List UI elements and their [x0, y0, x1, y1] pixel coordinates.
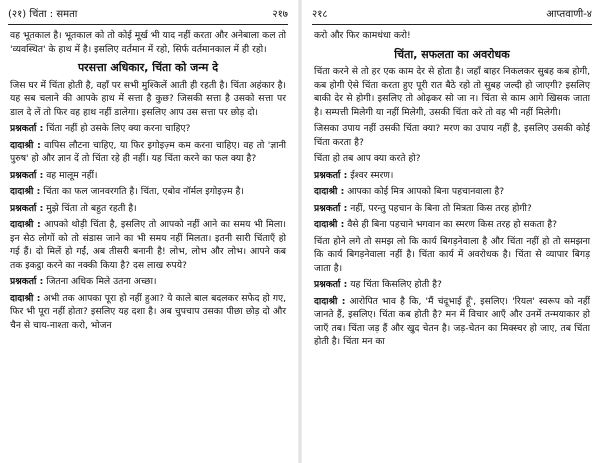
right-page-body	[304, 25, 600, 349]
qa-speaker: दादाश्री :	[10, 292, 41, 304]
right-page	[304, 0, 600, 463]
qa-item	[10, 122, 286, 136]
book-gutter	[298, 0, 302, 463]
left-section-heading: परसत्ता अधिकार, चिंता को जन्म दे	[77, 61, 219, 74]
right-intro: करो और फिर कामधंधा करो!	[314, 30, 411, 41]
qa-text: वैसे ही बिना पहचाने भगवान का स्मरण किस तरह हो सकता है?	[347, 219, 557, 230]
qa-text: अभी तक आपका पूरा हो नहीं हुआ? ये काले बाल बदलकर सफेद हो गए, फिर भी पूरा नहीं होता? इसलिए यह दशा है। अब चुपचाप उसका पीछा छोड़ दो और चैन से चाय-नाश्ता करो, भोजन	[10, 292, 286, 331]
qa-item	[314, 185, 590, 199]
qa-speaker: प्रश्नकर्ता :	[314, 202, 348, 214]
left-page-body	[0, 25, 296, 332]
left-paragraph: जिस घर में चिंता होती है, वहाँ पर सभी मुश्किलें आती ही रहती है। चिंता अहंकार है। यह सब चलाने की आपके हाथ में सत्ता है कुछ? जिसकी सत्ता है उसको सत्ता पर डाल दे लें तो फिर वह हाथ नहीं डालेगा। इसलिए आप उस सत्ता पर छोड़ दो।	[10, 79, 286, 118]
qa-item	[314, 295, 590, 349]
right-page-number: २१८	[312, 9, 328, 20]
right-paragraph: चिंता करने से तो हर एक काम देर से होता है। जहाँ बाहर निकलकर सुबह कब होगी, कब होगी ऐसे चिंता करता हुए पूरी रात बैठे रहो तो सुबह जल्दी हो जाएगी? इसलिए बाकी देर से होगी। इसलिए तो ओढ़कर सो जा न। चिंता से काम आगे खिसक जाता है। सम्पत्ती मिलेगी या नहीं मिलेगी, उसकी चिंता करे तो वह भी नहीं मिलेगी।	[314, 66, 590, 118]
qa-speaker: प्रश्नकर्ता :	[10, 202, 44, 214]
qa-item	[314, 278, 590, 292]
right-paragraph: चिंता हो तब आप क्या करते हो?	[314, 153, 421, 164]
right-page-header	[312, 6, 592, 25]
qa-text: चिंता का फल जानवरगति है। चिंता, एबोव नॉर्मल इगोइज़्म है।	[43, 186, 244, 197]
right-paragraph: जिसका उपाय नहीं उसकी चिंता क्या? मरण का उपाय नहीं है, इसलिए उसकी कोई चिंता करता है?	[314, 123, 590, 148]
qa-text: जितना अधिक मिले उतना अच्छा।	[46, 276, 157, 287]
qa-speaker: दादाश्री :	[10, 139, 41, 151]
left-intro: वह भूतकाल है। भूतकाल को तो कोई मूर्ख भी याद नहीं करता और अनेबाला कल तो 'व्यवस्थित' के हाथ में है। इसलिए वर्तमान में रहो, सिर्फ वर्तमानकाल में ही रहो।	[10, 30, 286, 55]
right-header-title: आप्तवाणी-४	[546, 9, 592, 20]
qa-text: वह मालूम नहीं।	[46, 169, 98, 181]
left-page-number: २१७	[272, 9, 288, 20]
qa-text: आरोपित भाव है कि, 'मैं चंदूभाई हूँ', इसलिए। 'रियल' स्वरूप को नहीं जानते हैं, इसलिए। चिंता कब होती है? मन में विचार आएँ और उनमें तन्मयाकार हो जाएँ तब। चिंता जड़ हैं और खुद चेतन है। जड़-चेतन का मिक्स्चर हो जाए, तब चिंता होती है। चिंता मन का	[314, 295, 590, 347]
qa-speaker: दादाश्री :	[10, 186, 41, 197]
qa-item	[10, 202, 286, 216]
qa-speaker: दादाश्री :	[314, 186, 345, 197]
right-section-heading: चिंता, सफलता का अवरोधक	[394, 47, 510, 61]
left-page	[0, 0, 296, 463]
right-paragraph: चिंता होने लगे तो समझ लो कि कार्य बिगड़नेवाला है और चिंता नहीं हो तो समझना कि कार्य बिगड़नेवाला नहीं है। चिंता कार्य में अवरोधक है। चिंता से व्यापार बिगड़ जाता है।	[314, 235, 590, 274]
qa-item	[10, 169, 286, 183]
qa-item	[10, 275, 286, 289]
qa-text: वापिस लौटना चाहिए, या फिर इगोइज़्म कम करना चाहिए। वह तो 'ज्ञानी पुरुष' हो और ज्ञान दें तो चिंता रहे ही नहीं। यह चिंता करने का फल क्या है?	[10, 139, 286, 164]
qa-speaker: दादाश्री :	[10, 219, 41, 230]
qa-speaker: प्रश्नकर्ता :	[314, 279, 348, 290]
qa-speaker: दादाश्री :	[314, 219, 345, 230]
qa-text: आपको थोड़ी चिंता है, इसलिए तो आपको नहीं आने का समय भी मिला। इन सेठ लोगों को तो संडास जाने का भी समय नहीं मिलता। इतनी सारी चिंताएँ हो गई हैं। दो मिलें हो गईं, अब तीसरी बनानी है! लोभ, लोभ और लोभ। आपने कब तक इकट्ठा करने का नक्की किया है? दस लाख रुपये?	[10, 219, 286, 271]
qa-speaker: प्रश्नकर्ता :	[10, 169, 44, 181]
left-header-title: (२१) चिंता : समता	[8, 9, 78, 20]
qa-text: यह चिंता किसलिए होती है?	[350, 279, 442, 290]
qa-speaker: प्रश्नकर्ता :	[10, 123, 44, 134]
qa-item	[314, 202, 590, 216]
qa-speaker: दादाश्री :	[314, 295, 346, 307]
qa-item	[10, 185, 286, 199]
qa-item	[10, 292, 286, 333]
qa-item	[314, 218, 590, 232]
qa-speaker: प्रश्नकर्ता :	[314, 169, 348, 181]
qa-item	[10, 139, 286, 166]
qa-text: ईश्वर स्मरण।	[350, 169, 394, 181]
qa-item	[10, 218, 286, 272]
qa-speaker: प्रश्नकर्ता :	[10, 276, 44, 287]
qa-text: आपका कोई मित्र आपको बिना पहचानवाला है?	[347, 186, 505, 197]
qa-item	[314, 169, 590, 183]
qa-text: मुझे चिंता तो बहुत रहती है।	[46, 202, 137, 214]
qa-text: नहीं, परन्तु पहचान के बिना तो मित्रता किस तरह होगी?	[350, 202, 532, 214]
qa-text: चिंता नहीं हो उसके लिए क्या करना चाहिए?	[46, 123, 191, 134]
left-page-header	[8, 6, 288, 25]
